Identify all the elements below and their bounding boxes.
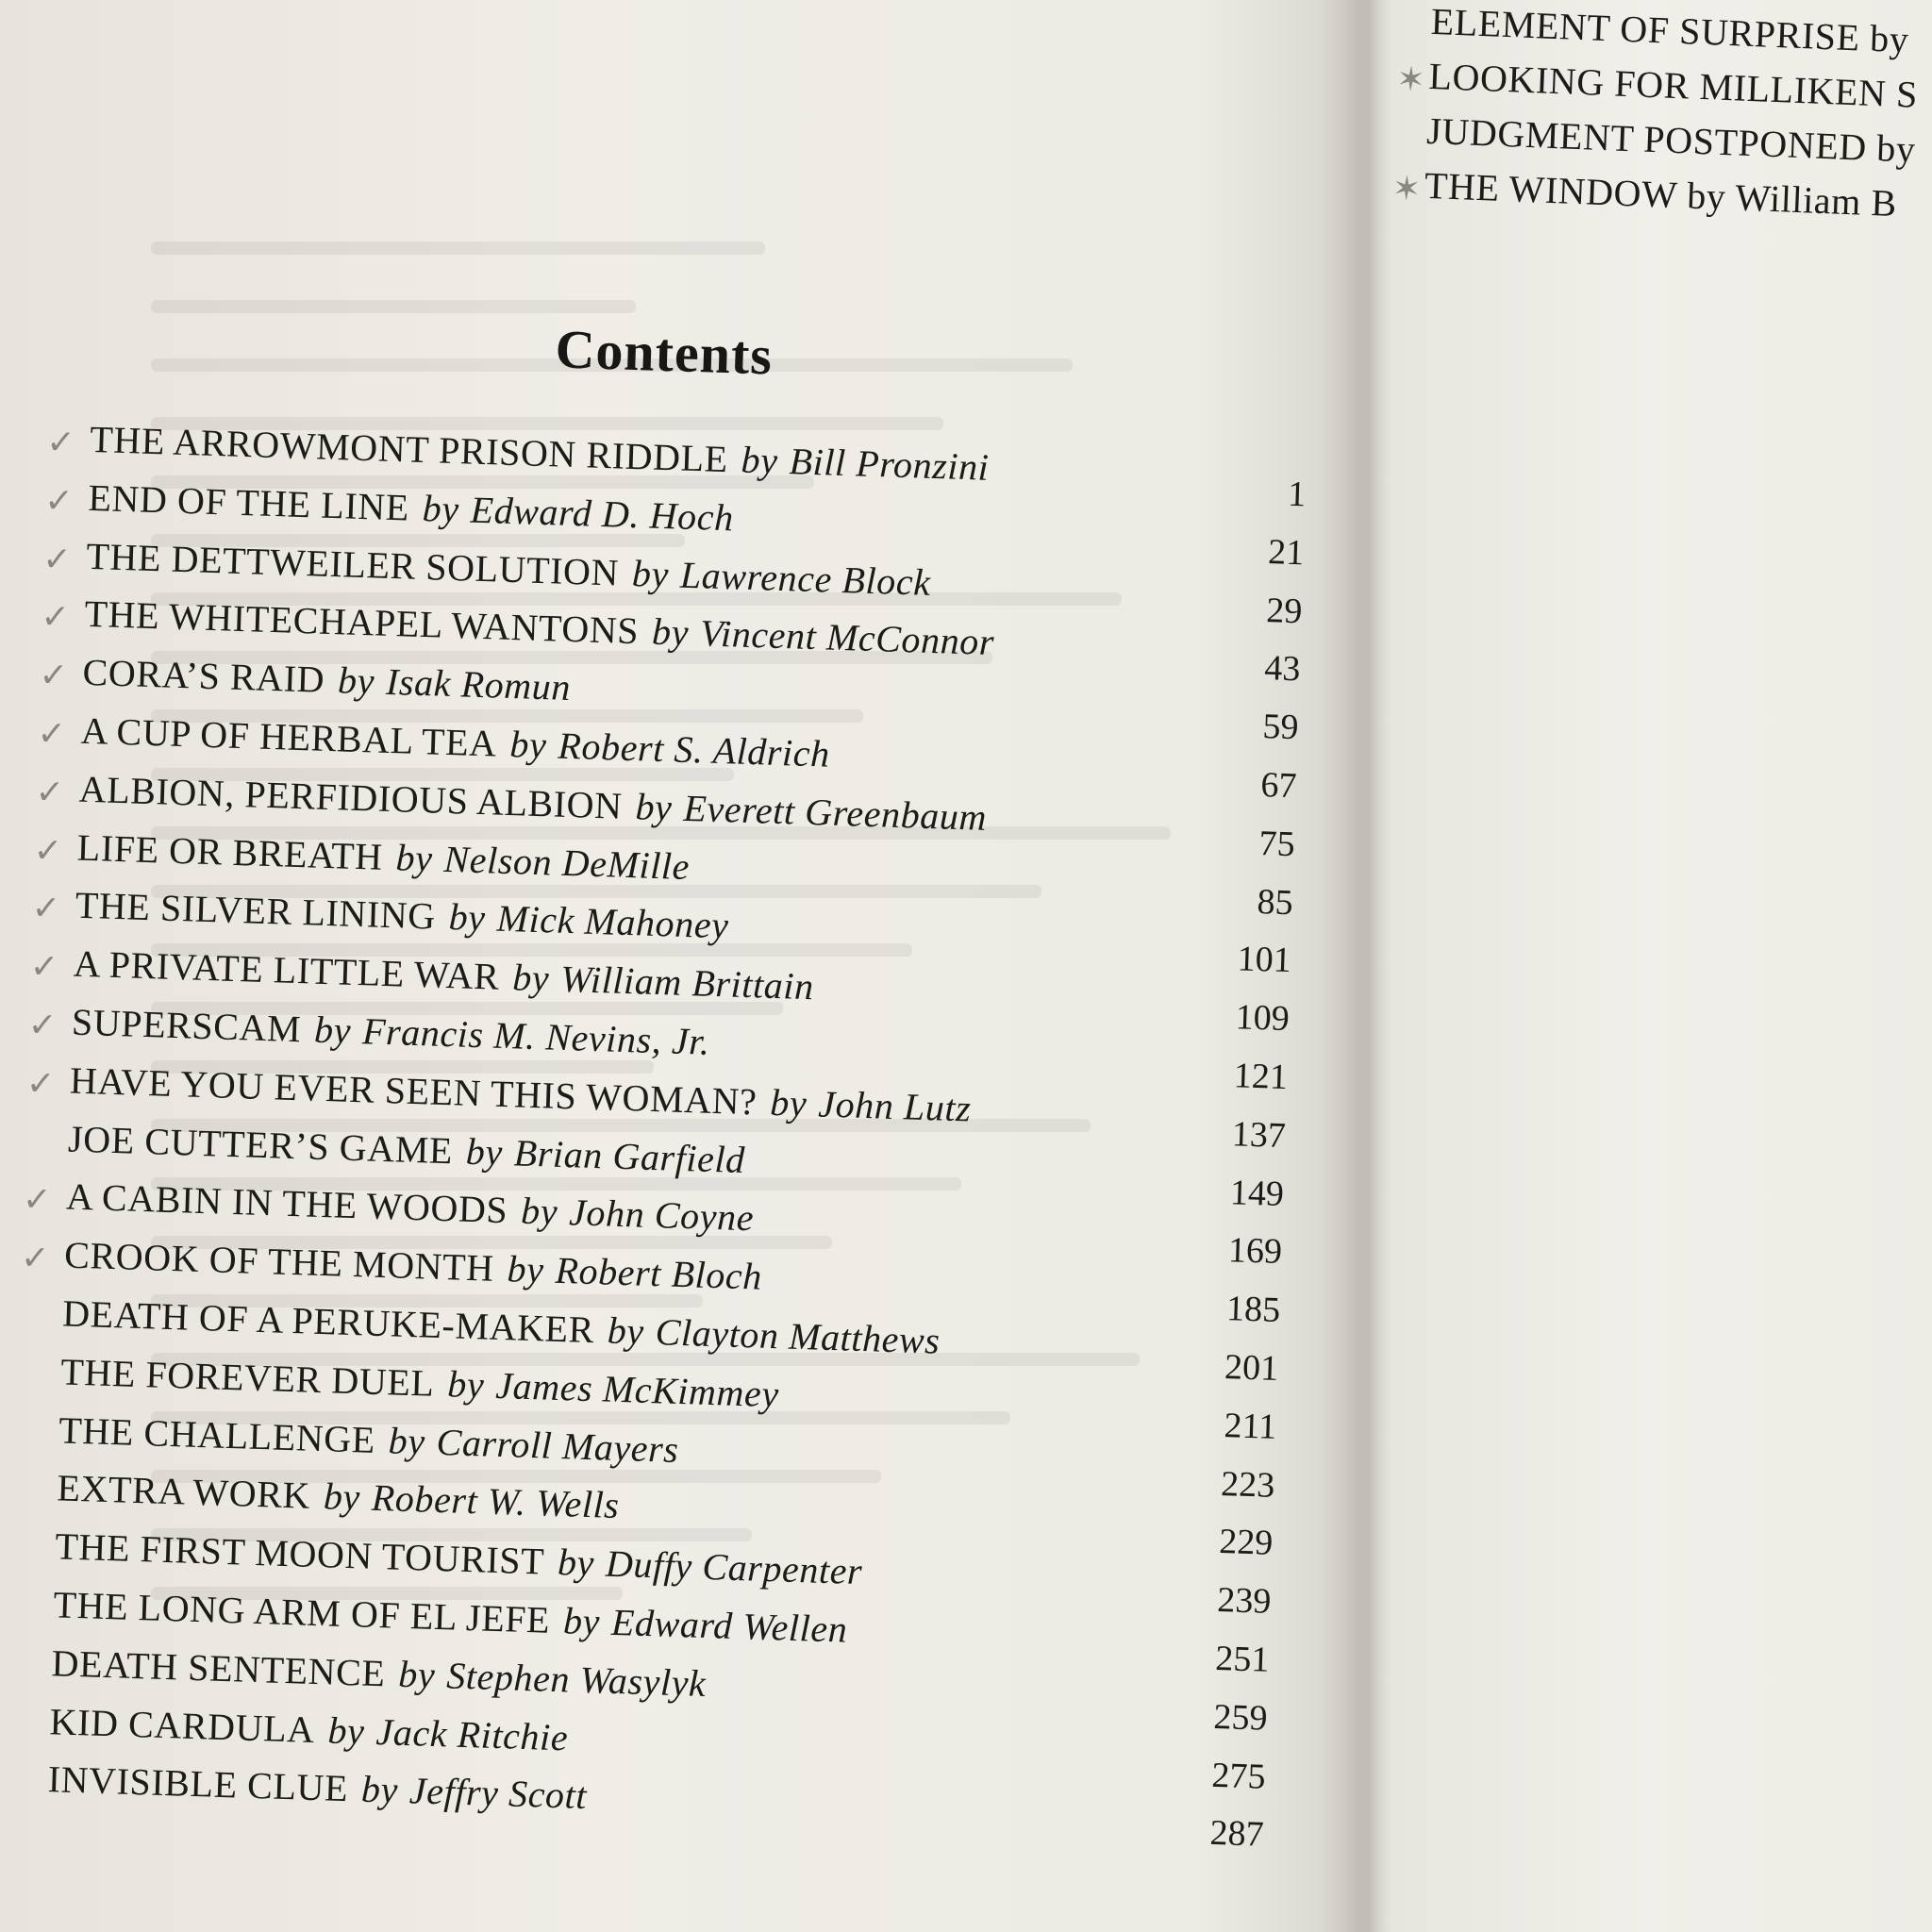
story-author: Bill Pronzini xyxy=(788,440,991,489)
pencil-check-mark-icon: ✓ xyxy=(27,1006,58,1045)
story-title: THE DETTWEILER SOLUTION xyxy=(85,534,620,594)
story-title: DEATH SENTENCE xyxy=(50,1641,387,1695)
story-author: James McKimmey xyxy=(494,1363,780,1416)
by-word: by xyxy=(465,1129,504,1174)
page-number: 21 xyxy=(1267,531,1305,574)
by-word: by xyxy=(506,1247,545,1291)
pencil-check-mark-icon: ✓ xyxy=(45,423,76,462)
story-author: Duffy Carpenter xyxy=(605,1541,863,1593)
story-author: Vincent McConnor xyxy=(699,611,995,664)
story-title: A PRIVATE LITTLE WAR xyxy=(73,941,501,998)
by-word: by xyxy=(446,1362,486,1407)
right-toc-entry-text: JUDGMENT POSTPONED by xyxy=(1425,108,1917,171)
story-title: CORA’S RAID xyxy=(81,650,325,701)
pencil-check-mark-icon: ✓ xyxy=(43,481,75,521)
by-word: by xyxy=(607,1308,645,1353)
page-number: 287 xyxy=(1208,1813,1265,1855)
page-number: 259 xyxy=(1212,1696,1269,1739)
pencil-check-mark-icon: ✓ xyxy=(20,1239,50,1278)
page-number: 121 xyxy=(1233,1056,1289,1098)
pencil-check-mark-icon: ✓ xyxy=(38,656,69,695)
story-author: Robert Bloch xyxy=(554,1248,763,1298)
page-number: 137 xyxy=(1231,1114,1287,1156)
story-title: DEATH OF A PERUKE-MAKER xyxy=(61,1291,595,1352)
story-author: John Coyne xyxy=(568,1191,755,1240)
story-title: THE LONG ARM OF EL JEFE xyxy=(52,1583,551,1641)
by-word: by xyxy=(422,486,460,530)
page-number: 275 xyxy=(1210,1755,1267,1797)
story-author: Everett Greenbaum xyxy=(682,786,988,839)
page-number: 239 xyxy=(1216,1580,1273,1622)
by-word: by xyxy=(557,1541,595,1585)
story-author: Mick Mahoney xyxy=(495,897,730,947)
by-word: by xyxy=(394,835,434,880)
right-page xyxy=(1387,0,1932,1932)
story-title: LIFE OR BREATH xyxy=(76,825,384,878)
by-word: by xyxy=(326,1708,366,1753)
pencil-star-mark-icon: ✶ xyxy=(1391,169,1423,208)
pencil-check-mark-icon: ✓ xyxy=(22,1180,52,1220)
contents-list xyxy=(19,415,1307,1853)
story-title: HAVE YOU EVER SEEN THIS WOMAN? xyxy=(69,1058,758,1124)
by-word: by xyxy=(313,1008,352,1052)
page-number: 1 xyxy=(1287,474,1307,515)
right-page-contents-list xyxy=(1391,0,1932,249)
story-title: THE ARROWMONT PRISON RIDDLE xyxy=(89,417,729,481)
story-title: EXTRA WORK xyxy=(56,1466,311,1518)
by-word: by xyxy=(397,1652,437,1696)
story-author: Brian Garfield xyxy=(513,1130,746,1181)
story-author: Jeffry Scott xyxy=(408,1769,588,1818)
story-author: Carroll Mayers xyxy=(436,1420,680,1471)
page-number: 169 xyxy=(1227,1230,1283,1273)
by-word: by xyxy=(448,895,487,940)
story-author: Jack Ritchie xyxy=(375,1709,569,1758)
story-author: Robert W. Wells xyxy=(371,1476,621,1527)
story-title: INVISIBLE CLUE xyxy=(47,1757,349,1810)
page-number: 101 xyxy=(1237,939,1292,981)
pencil-star-mark-icon: ✶ xyxy=(1395,59,1426,99)
page-number: 59 xyxy=(1261,707,1300,748)
page-number: 201 xyxy=(1224,1347,1279,1389)
by-word: by xyxy=(740,438,779,482)
page-number: 229 xyxy=(1218,1522,1274,1564)
story-author: Lawrence Block xyxy=(679,553,932,604)
page-number: 67 xyxy=(1259,765,1298,807)
story-author: Edward Wellen xyxy=(610,1600,849,1651)
story-author: Isak Romun xyxy=(385,660,572,709)
pencil-check-mark-icon: ✓ xyxy=(31,889,61,928)
page-number: 43 xyxy=(1263,648,1302,690)
right-toc-entry-text: LOOKING FOR MILLIKEN S xyxy=(1427,54,1919,116)
by-word: by xyxy=(651,610,690,655)
page-number: 223 xyxy=(1220,1463,1275,1506)
story-title: A CUP OF HERBAL TEA xyxy=(80,708,498,765)
story-author: Stephen Wasylyk xyxy=(445,1654,708,1705)
story-author: Robert S. Aldrich xyxy=(557,724,831,775)
by-word: by xyxy=(634,785,674,829)
page-number: 211 xyxy=(1223,1405,1277,1447)
pencil-check-mark-icon: ✓ xyxy=(29,947,59,987)
show-through-line xyxy=(151,219,1283,277)
page-number: 251 xyxy=(1214,1638,1271,1680)
story-title: CROOK OF THE MONTH xyxy=(63,1233,495,1290)
story-title: END OF THE LINE xyxy=(87,475,410,529)
page-number: 85 xyxy=(1257,881,1294,923)
story-author: Clayton Matthews xyxy=(655,1310,941,1362)
by-word: by xyxy=(337,658,375,703)
by-word: by xyxy=(388,1418,426,1463)
story-title: A CABIN IN THE WOODS xyxy=(65,1174,509,1232)
story-title: THE SILVER LINING xyxy=(75,884,437,938)
pencil-check-mark-icon: ✓ xyxy=(35,773,65,811)
by-word: by xyxy=(323,1474,361,1519)
story-title: THE FIRST MOON TOURIST xyxy=(54,1524,545,1583)
story-author: Edward D. Hoch xyxy=(470,488,735,540)
story-author: William Brittain xyxy=(559,958,815,1008)
page-number: 149 xyxy=(1229,1172,1285,1214)
page-number: 29 xyxy=(1265,590,1304,631)
by-word: by xyxy=(631,551,670,595)
page-number: 109 xyxy=(1235,997,1291,1040)
pencil-check-mark-icon: ✓ xyxy=(33,830,63,870)
story-title: THE CHALLENGE xyxy=(58,1407,376,1461)
pencil-check-mark-icon: ✓ xyxy=(36,714,67,754)
story-title: THE FOREVER DUEL xyxy=(59,1350,436,1405)
by-word: by xyxy=(508,723,548,767)
story-title: ALBION, PERFIDIOUS ALBION xyxy=(78,767,624,827)
right-toc-entry-text: ELEMENT OF SURPRISE by xyxy=(1429,0,1910,61)
by-word: by xyxy=(360,1767,399,1812)
pencil-check-mark-icon: ✓ xyxy=(40,597,71,637)
story-title: THE WHITECHAPEL WANTONS xyxy=(83,592,640,653)
story-title: JOE CUTTER’S GAME xyxy=(67,1117,454,1172)
pencil-check-mark-icon: ✓ xyxy=(25,1063,56,1103)
pencil-check-mark-icon: ✓ xyxy=(42,539,73,578)
story-title: KID CARDULA xyxy=(49,1699,316,1751)
contents-heading: Contents xyxy=(554,318,774,387)
right-toc-entry-text: THE WINDOW by William B xyxy=(1424,163,1898,225)
story-author: Francis M. Nevins, Jr. xyxy=(361,1009,711,1063)
story-title: SUPERSCAM xyxy=(71,1000,302,1051)
by-word: by xyxy=(769,1080,808,1124)
page-number: 75 xyxy=(1257,823,1296,864)
by-word: by xyxy=(511,956,551,1000)
by-word: by xyxy=(562,1599,601,1643)
story-author: John Lutz xyxy=(817,1082,973,1130)
by-word: by xyxy=(520,1189,558,1234)
page-number: 185 xyxy=(1225,1289,1281,1331)
story-author: Nelson DeMille xyxy=(442,837,691,888)
